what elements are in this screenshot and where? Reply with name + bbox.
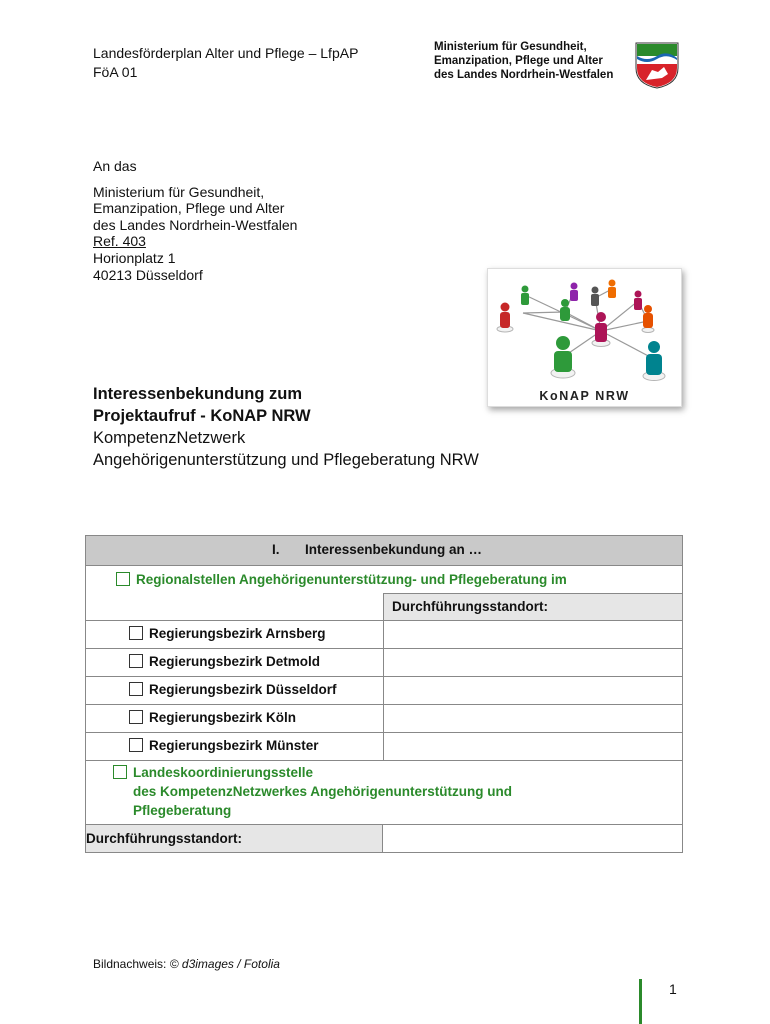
logo-caption: KoNAP NRW xyxy=(539,389,630,403)
regional-checkbox[interactable] xyxy=(116,572,130,586)
district-checkbox-arnsberg[interactable] xyxy=(129,626,143,640)
page-number-bar xyxy=(639,979,642,1024)
plan-header xyxy=(93,44,358,82)
people-network-icon xyxy=(488,269,681,387)
section-header xyxy=(86,536,682,565)
nrw-coat-of-arms-icon xyxy=(632,40,682,90)
title-line: Projektaufruf - KoNAP NRW xyxy=(93,407,311,425)
district-checkbox-duesseldorf[interactable] xyxy=(129,682,143,696)
district-checkbox-koeln[interactable] xyxy=(129,710,143,724)
subtitle-line: Angehörigenunterstützung und Pflegeberatung NRW xyxy=(93,451,479,469)
section-number: I. xyxy=(272,542,280,557)
image-credit: Bildnachweis: © d3images / Fotolia xyxy=(93,957,280,971)
district-checkbox-muenster[interactable] xyxy=(129,738,143,752)
page-number: 1 xyxy=(669,981,677,997)
interest-form-table xyxy=(85,535,683,853)
address-line: des Landes Nordrhein-Westfalen xyxy=(93,216,298,233)
salutation: An das xyxy=(93,158,137,174)
regional-option[interactable]: Regionalstellen Angehörigenunterstützung- und Pflegeberatung im xyxy=(116,572,567,587)
address-line: Emanzipation, Pflege und Alter xyxy=(93,200,285,217)
district-row: Regierungsbezirk Köln xyxy=(86,704,682,732)
regional-row xyxy=(86,565,682,620)
landes-option[interactable]: Landeskoordinierungsstelle des KompetenzNetzwerkes Angehörigenunterstützung und Pflegeberatung xyxy=(113,763,512,820)
landes-checkbox[interactable] xyxy=(113,765,127,779)
document-title xyxy=(93,383,479,471)
landes-row xyxy=(86,760,682,824)
recipient-address xyxy=(93,158,297,283)
title-line: Interessenbekundung zum xyxy=(93,385,303,403)
form-code: FöA 01 xyxy=(93,64,138,80)
address-line: Ministerium für Gesundheit, xyxy=(93,183,265,200)
district-row: Regierungsbezirk Arnsberg xyxy=(86,620,682,648)
city: 40213 Düsseldorf xyxy=(93,266,203,283)
district-row: Regierungsbezirk Detmold xyxy=(86,648,682,676)
subtitle-line: KompetenzNetzwerk xyxy=(93,429,246,447)
konap-logo xyxy=(487,268,682,407)
standort-row xyxy=(86,824,682,852)
district-row: Regierungsbezirk Düsseldorf xyxy=(86,676,682,704)
plan-title: Landesförderplan Alter und Pflege – LfpAP xyxy=(93,45,359,61)
standort-header: Durchführungsstandort: xyxy=(383,593,682,620)
ministry-name: Ministerium für Gesundheit, Emanzipation, Pflege und Alter des Landes Nordrhein-Westfalen xyxy=(434,41,614,81)
district-checkbox-detmold[interactable] xyxy=(129,654,143,668)
street: Horionplatz 1 xyxy=(93,249,176,266)
reference: Ref. 403 xyxy=(93,233,146,250)
standort-label: Durchführungsstandort: xyxy=(86,825,383,852)
district-row: Regierungsbezirk Münster xyxy=(86,732,682,760)
section-title: Interessenbekundung an … xyxy=(305,542,483,557)
